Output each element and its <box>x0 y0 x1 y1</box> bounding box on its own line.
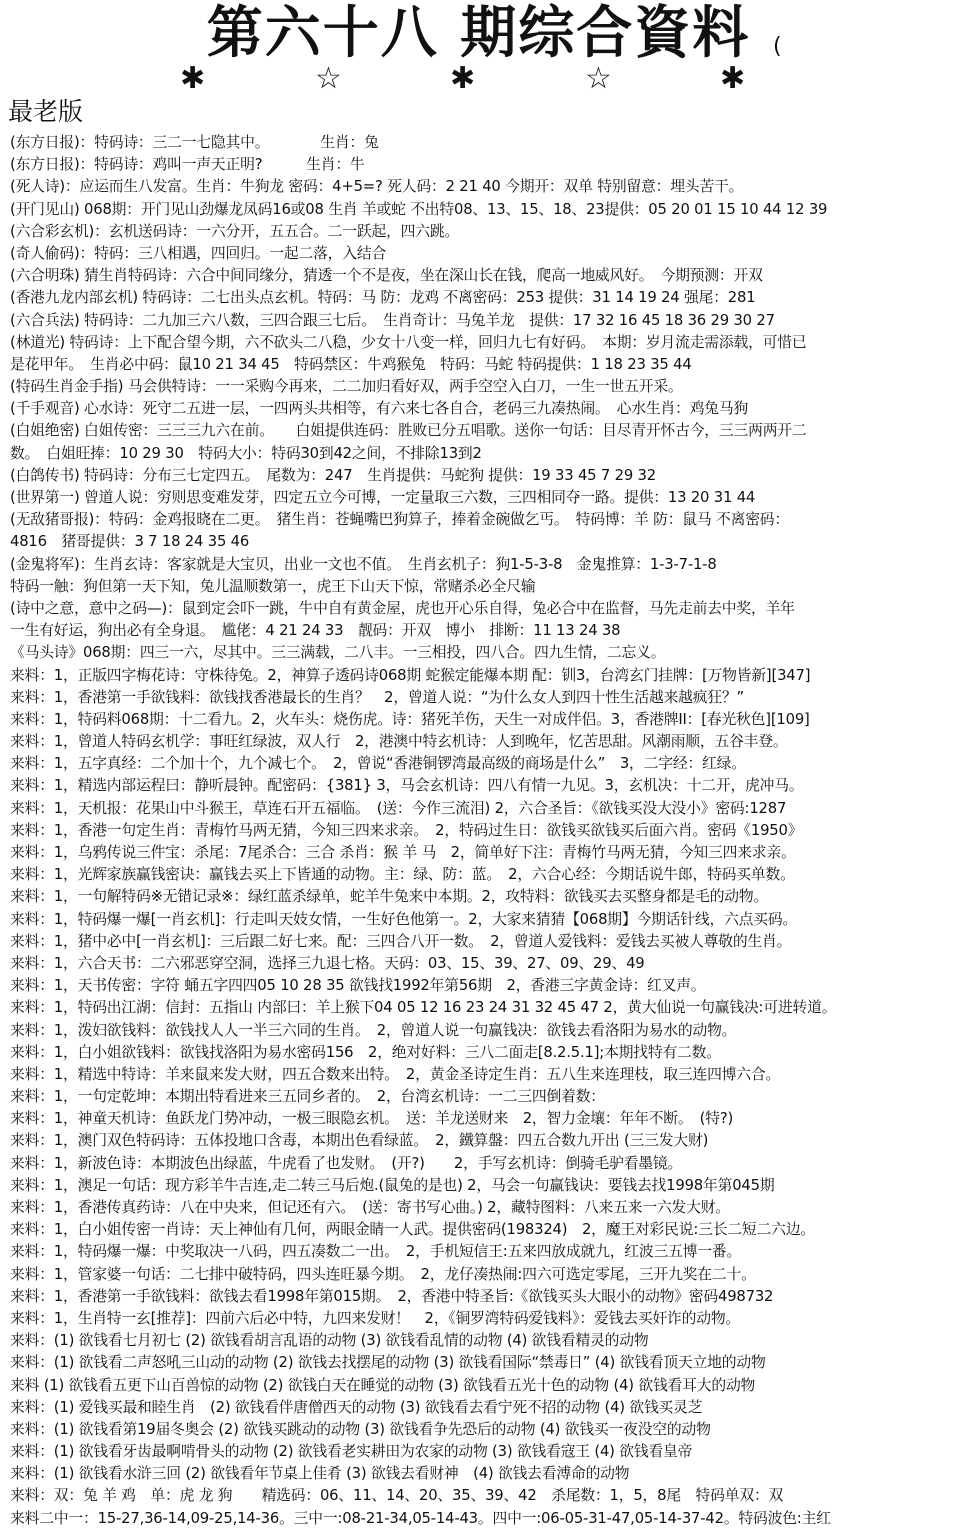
text-line: (世界第一) 曾道人说：穷则思变难发芽，四定五立今可博，一定量取三六数，三四相同夺一路。提供：13 20 31 44 <box>10 489 756 506</box>
text-line: 来料：双：兔 羊 鸡 单：虎 龙 狗 精选码：06、11、14、20、35、39、42 杀尾数：1，5，8尾 特码单双：双 <box>10 1487 784 1505</box>
text-line: 来料：1，天机报：花果山中斗猴王，草连石开五福临。 (送：今作三流泪) 2，六合圣旨：《欲钱买没大没小》密码:1287 <box>10 799 787 817</box>
text-line: 来料：1，天书传密：字符 蛹五字四四05 10 28 35 欲钱找1992年第56期 2，香港三字黄金诗：红叉声。 <box>10 977 706 995</box>
text-line: (死人诗)：应运而生八发富。生肖：牛狗龙 密码：4+5=? 死人码：2 21 40 今期开：双单 特别留意：埋头苦干。 <box>10 178 744 196</box>
text-line: (林道光) 特码诗：上下配合望今期，六不砍头二八稳，少女十八变一样，回归九七有好码。 本期：岁月流走需添载，可惜已 <box>10 333 807 351</box>
text-line: 来料：1，猪中必中[一肖玄机]：三后跟二好七来。配：三四合八开一数。 2，曾道人爱钱料：爱钱去买被人尊敬的生肖。 <box>10 932 792 950</box>
text-line: 来料：1，一句定乾坤：本期出特看进来三五同乡者的。 2，台湾玄机诗：一二三四倒着数： <box>10 1088 605 1106</box>
text-line: 来料：1，特码爆一爆[一肖玄机]：行走叫天妓女情，一生好色他第一。2，大家来猜猜【068期】今期话针线，六点买码。 <box>10 910 798 928</box>
text-line: 来料：1，一句解特码※无错记录※：绿红蓝杀绿单，蛇羊牛兔来中本期。2，攻特料：欲钱买去买整身都是毛的动物。 <box>10 888 769 906</box>
text-line: 来料：1，神童天机诗：鱼跃龙门势冲动，一极三眼隐玄机。 送：羊龙送财来 2，智力金壤：年年不断。 (特?) <box>10 1110 734 1128</box>
text-line: 来料：1，澳门双色特码诗：五体投地口含毒，本期出色看绿蓝。 2，鐵算盤：四五合数九开出 (三三发大财) <box>10 1132 709 1150</box>
text-line: 来料：1，新波色诗：本期波色出绿蓝，牛虎看了也发财。 (开?) 2，手写玄机诗：倒骑毛驴看墨镜。 <box>10 1154 683 1172</box>
text-line: 来料：1，精选内部运程曰：静听晨钟。配密码：{381} 3，马会玄机诗：四八有情一九见。3，玄机决：十二开，虎冲马。 <box>10 777 804 795</box>
text-line: (诗中之意，意中之码—)：鼠到定会吓一跳，牛中自有黄金屋，虎也开心乐自得，兔必合中在监督，马先走前去中奖，羊年 <box>10 599 795 617</box>
text-line: 来料：1，香港传真药诗：八在中央来，但记还有六。 (送：寄书写心曲。) 2，藏特图料：八来五来一六发大财。 <box>10 1199 730 1216</box>
text-line: 是花甲年。 生肖必中码：鼠10 21 34 45 特码禁区：牛鸡猴兔 特码：马蛇 特码提供：1 18 23 35 44 <box>10 355 692 373</box>
text-line: (特码生肖金手指) 马会供特诗：一一采购今再来，二二加归看好双，两手空空入白刀，一生一世五开采。 <box>10 378 683 396</box>
text-line: 来料：1，香港一句定生肖：青梅竹马两无猜，今知三四来求亲。 2，特码过生日：欲钱买欲钱买后面六肖。密码《1950》 <box>10 821 803 839</box>
text-line: 来料：(1) 欲钱看水浒三回 (2) 欲钱看年节桌上佳肴 (3) 欲钱去看财神 (4) 欲钱去看溥命的动物 <box>10 1465 630 1483</box>
asterisk-icon: ✱ <box>720 61 746 96</box>
text-line: 来料：1，香港第一手欲钱料：欲钱去看1998年第015期。 2，香港中特圣旨:《欲钱买头大眼小的动物》密码498732 <box>10 1287 774 1305</box>
asterisk-icon: ✱ <box>180 61 206 96</box>
text-line: 来料：(1) 爱钱买最和睦生肖 (2) 欲钱看伴唐僧西天的动物 (3) 欲钱看去看宁死不招的动物 (4) 欲钱买灵芝 <box>10 1398 703 1416</box>
text-line: 来料：1，特码料068期：十二看九。2，火车头：烧伤虎。诗：猪死羊伤，天生一对成伴侣。3，香港牌II：[春光秋色][109] <box>10 710 810 728</box>
text-line: 来料：(1) 欲钱看七月初七 (2) 欲钱看胡言乱语的动物 (3) 欲钱看乱情的动物 (4) 欲钱看精灵的动物 <box>10 1332 649 1350</box>
text-line: (六合彩玄机)：玄机送码诗：一六分开，五五合。二一跃起，四六跳。 <box>10 222 460 240</box>
text-line: 来料：1，特码出江湖：信封：五指山 内部曰：羊上猴下04 05 12 16 23 24 31 32 45 47 2，黄大仙说一句赢钱决:可进转道。 <box>10 999 837 1017</box>
text-line: 《马头诗》068期：四三一六，尽其中。三三满载，二八丰。一三相投，四八合。四九生情，二忘义。 <box>10 644 666 662</box>
text-line: (东方日报)：特码诗：鸡叫一声天正明? 生肖：牛 <box>10 156 365 174</box>
star-icon: ☆ <box>315 61 342 96</box>
text-line: (奇人偷码)：特码：三八相遇，四回归。一起二落，入结合 <box>10 244 387 262</box>
text-line: 来料：1，乌鸦传说三件宝：杀尾：7尾杀合：三合 杀肖：猴 羊 马 2，简单好下注：青梅竹马两无猜，今知三四来求亲。 <box>10 844 796 861</box>
star-icon: ☆ <box>585 61 612 96</box>
text-line: (六合兵法) 特码诗：二九加三六八数，三四合跟三七后。 生肖奇计：马兔羊龙 提供：17 32 16 45 18 36 29 30 27 <box>10 311 775 329</box>
text-line: 来料：1，精选中特诗：羊来鼠来发大财，四五合数来出特。 2，黄金圣诗定生肖：五八生来连理枝，取三连四博六合。 <box>10 1065 781 1083</box>
text-line: 来料：1，特码爆一爆：中奖取决一八码，四五凑数二一出。 2，手机短信王:五来四放成就九，红波三五博一番。 <box>10 1243 742 1261</box>
text-line: (白鸽传书) 特码诗：分布三七定四五。 尾数为：247 生肖提供：马蛇狗 提供：19 33 45 7 29 32 <box>10 466 656 484</box>
text-line: (东方日报)：特码诗：三二一七隐其中。 生肖：兔 <box>10 134 379 151</box>
text-line: 来料：1，澳足一句话：现方彩羊牛吉连,走二转三马后炮.(鼠兔的是也) 2，马会一句赢钱诀：要钱去找1998年第045期 <box>10 1176 775 1194</box>
text-line: 来料：1，曾道人特码玄机学：事旺红绿波，双人行 2，港澳中特玄机诗：人到晚年，忆苦思甜。风潮雨顺，五谷丰登。 <box>10 733 788 751</box>
text-line: 来料 (1) 欲钱看五更下山百兽惊的动物 (2) 欲钱白天在睡觉的动物 (3) 欲钱看五光十色的动物 (4) 欲钱看耳大的动物 <box>10 1376 756 1394</box>
text-line: 来料：1，五字真经：二个加十个，九个减七个。 2，曾说“香港铜锣湾最高级的商场是什么” 3，二字经：红绿。 <box>10 755 746 773</box>
text-line: 来料：1，六合天书：二六邪恶穿空洞，选择三九退七格。天码：03、15、39、27、09、29、49 <box>10 954 645 972</box>
text-line: 来料：(1) 欲钱看牙齿最啊啃骨头的动物 (2) 欲钱看老实耕田为农家的动物 (3) 欲钱看寇王 (4) 欲钱看皇帝 <box>10 1443 693 1461</box>
text-line: (开门见山) 068期：开门见山劲爆龙凤码16或08 生肖 羊或蛇 不出特08、13、15、18、23提供：05 20 01 15 10 44 12 39 <box>10 200 828 218</box>
text-line: (金鬼将军)：生肖玄诗：客家就是大宝贝，出业一文也不值。 生肖玄机子：狗1-5-3-8 金鬼推算：1-3-7-1-8 <box>10 555 717 573</box>
text-line: 来料：(1) 欲钱看二声怒吼三山动的动物 (2) 欲钱去找摆尾的动物 (3) 欲钱看国际“禁毒日” (4) 欲钱看顶天立地的动物 <box>10 1354 766 1372</box>
text-line: (无敌猪哥报)：特码：金鸡报晓在二更。 猪生肖：苍蝇嘴巴狗算子，捧着金碗做乞丐。 特码博：羊 防：鼠马 不离密码： <box>10 511 789 529</box>
text-line: (香港九龙内部玄机) 特码诗：二七出头点玄机。特码：马 防：龙鸡 不离密码：253 提供：31 14 19 24 强尾：281 <box>10 289 756 307</box>
text-line: 数。 白姐旺捧：10 29 30 特码大小：特码30到42之间，不排除13到2 <box>10 444 482 462</box>
text-line: 来料：1，正版四字梅花诗：守株待兔。2，神算子透码诗068期 蛇猴定能爆本期 配：钏3，台湾玄门挂牌：[万物皆新][347] <box>10 666 811 684</box>
asterisk-icon: ✱ <box>450 61 476 96</box>
text-line: (白姐绝密) 白姐传密：三三三九六在前。 白姐提供连码：胜败已分五唱歌。送你一句话：目尽青开怀古今，三三两两开二 <box>10 422 807 440</box>
text-line: 来料：(1) 欲钱看第19届冬奥会 (2) 欲钱买跳动的动物 (3) 欲钱看争先恐后的动物 (4) 欲钱买一夜没空的动物 <box>10 1420 711 1438</box>
text-line: 特码一触：狗但第一天下知，兔儿温顺数第一，虎王下山天下惊，常赌杀必全尺输 <box>10 577 536 595</box>
text-line: 来料二中一：15-27,36-14,09-25,14-36。三中一:08-21-34,05-14-43。四中一:06-05-31-47,05-14-37-42。特码波色:主红 <box>10 1509 831 1527</box>
text-line: 一生有好运，狗出必有全身退。 尴佬：4 21 24 33 靓码：开双 博小 排断：11 13 24 38 <box>10 622 621 640</box>
content-lines <box>10 132 952 1530</box>
text-line: 来料：1，泼妇欲钱料：欲钱找人人一半三六同的生肖。 2，曾道人说一句赢钱决：欲钱去看洛阳为易水的动物。 <box>10 1021 737 1039</box>
text-line: 来料：1，白小姐欲钱料：欲钱找洛阳为易水密码156 2，绝对好料：三八二面走[8.2.5.1];本期找特有二数。 <box>10 1043 721 1061</box>
title-mark: ( <box>773 34 782 59</box>
edition-label: 最老版 <box>8 97 84 126</box>
text-line: (千手观音) 心水诗：死守二五进一层，一四两头共相等，有六来七各自合，老码三九凑热闹。 心水生肖：鸡兔马狗 <box>10 400 749 418</box>
text-line: 来料：1，香港第一手欲钱料：欲钱找香港最长的生肖？ 2，曾道人说：“为什么女人到四十性生活越来越疯狂？” <box>10 688 745 706</box>
text-line: 来料：1，管家婆一句话：二七排中破特码，四头连旺暴今期。 2，龙仔凑热闹:四六可选定零尾，三开九奖在二十。 <box>10 1265 756 1283</box>
star-divider <box>180 62 780 96</box>
text-line: 来料：1，光辉家族赢钱密诀：赢钱去买上下皆通的动物。主：绿、防：蓝。 2，六合心经：今期话说牛郎，特码买单数。 <box>10 866 795 884</box>
page-title: 第六十八 期综合資料 <box>206 0 751 66</box>
text-line: 来料：1，生肖特一玄[推荐]：四前六后必中特，九四来发财！ 2，《铜罗湾特码爱钱料》：爱钱去买奸诈的动物。 <box>10 1309 741 1327</box>
text-line: 来料：1，白小姐传密一肖诗：天上神仙有几何，两眼金睛一人武。提供密码(198324) 2，魔王对彩民说:三长二短二六边。 <box>10 1221 815 1239</box>
text-line: 4816 猪哥提供：3 7 18 24 35 46 <box>10 533 250 551</box>
text-line: (六合明珠) 猜生肖特码诗：六合中间同缘分，猜透一个不是夜，坐在深山长在钱，爬高一地威风好。 今期预测：开双 <box>10 267 763 285</box>
